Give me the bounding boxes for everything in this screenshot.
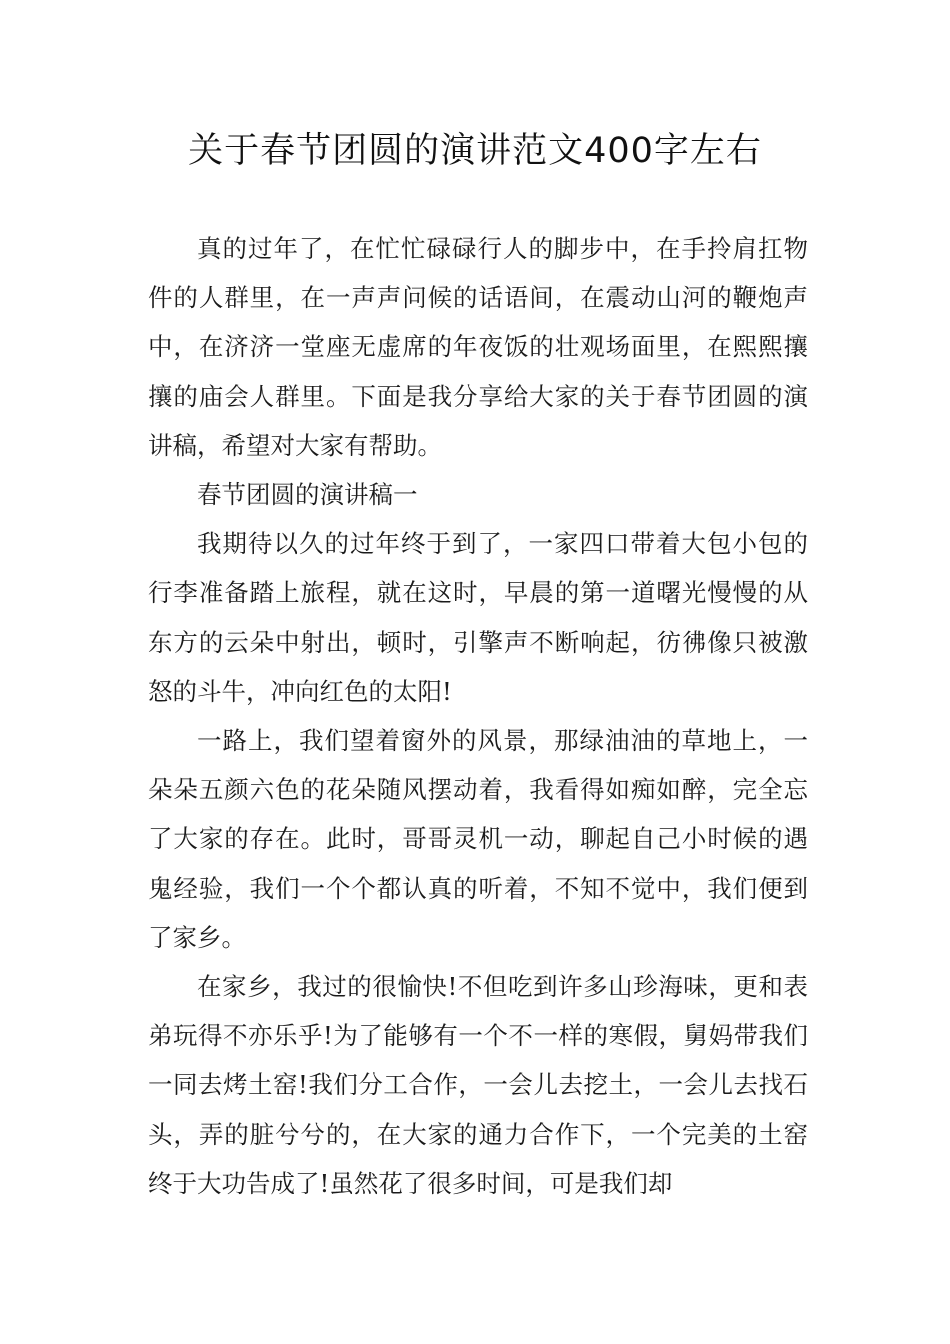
body-paragraph: 一路上，我们望着窗外的风景，那绿油油的草地上，一朵朵五颜六色的花朵随风摆动着，我看得如痴如醉，完全忘了大家的存在。此时，哥哥灵机一动，聊起自己小时候的遇鬼经验，我们一个个都认真的听着，不知不觉中，我们便到了家乡。	[148, 726, 808, 952]
document-body	[148, 224, 808, 1208]
document-title: 关于春节团圆的演讲范文400字左右	[188, 131, 762, 171]
body-paragraph: 在家乡，我过的很愉快!不但吃到许多山珍海味，更和表弟玩得不亦乐乎!为了能够有一个不一样的寒假，舅妈带我们一同去烤土窑!我们分工合作，一会儿去挖土，一会儿去找石头，弄的脏兮兮的，在大家的通力合作下，一个完美的土窑终于大功告成了!虽然花了很多时间，可是我们却	[148, 972, 808, 1198]
intro-paragraph: 真的过年了，在忙忙碌碌行人的脚步中，在手拎肩扛物件的人群里，在一声声问候的话语间，在震动山河的鞭炮声中，在济济一堂座无虚席的年夜饭的壮观场面里，在熙熙攘攘的庙会人群里。下面是我分享给大家的关于春节团圆的演讲稿，希望对大家有帮助。	[148, 234, 808, 460]
section-heading: 春节团圆的演讲稿一	[197, 480, 418, 510]
body-paragraph: 我期待以久的过年终于到了，一家四口带着大包小包的行李准备踏上旅程，就在这时，早晨的第一道曙光慢慢的从东方的云朵中射出，顿时，引擎声不断响起，彷彿像只被激怒的斗牛，冲向红色的太阳!	[148, 529, 808, 706]
